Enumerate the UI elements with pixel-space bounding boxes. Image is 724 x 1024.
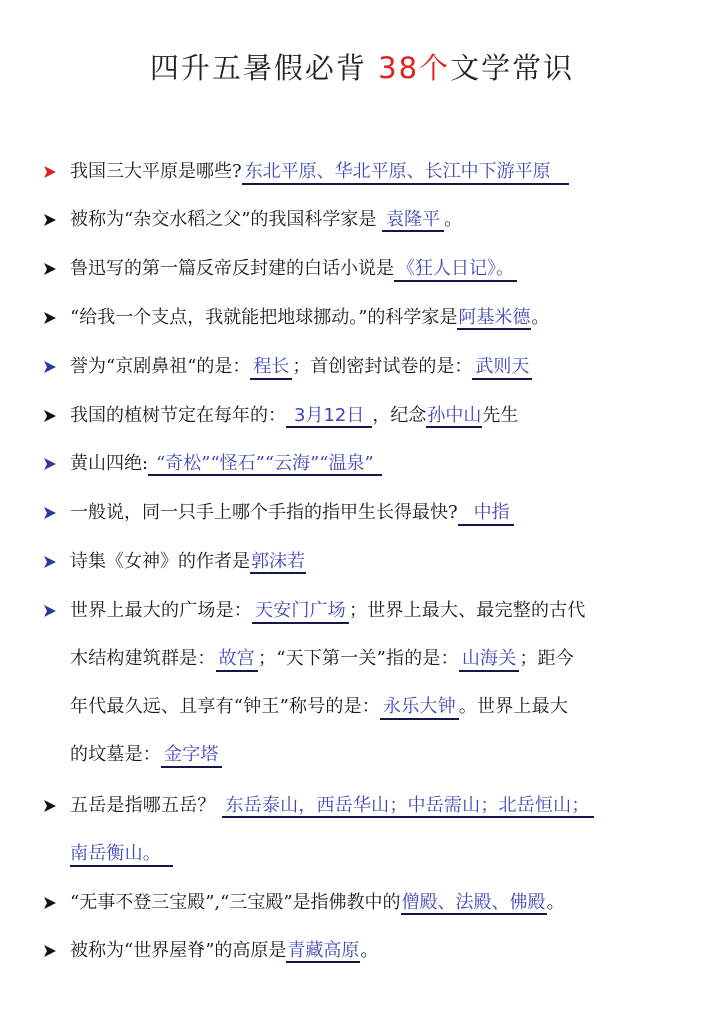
question-text: ；首创密封试卷的是： xyxy=(292,356,473,377)
question-text: 鲁迅写的第一篇反帝反封建的白话小说是 xyxy=(70,258,394,279)
answer-text: 中指 xyxy=(458,502,514,526)
arrow-bullet-icon xyxy=(40,587,60,635)
question-text: 黄山四绝: xyxy=(70,453,149,474)
answer-text: 东岳泰山，西岳华山；中岳需山；北岳恒山； xyxy=(222,795,594,818)
arrow-bullet-icon xyxy=(40,196,60,244)
question-text: 我国的植树节定在每年的： xyxy=(70,405,286,426)
sentence-end: 。 xyxy=(360,940,379,961)
arrow-bullet-icon xyxy=(40,245,60,293)
list-item xyxy=(40,245,690,293)
question-text: 一般说，同一只手上哪个手指的指甲生长得最快? xyxy=(70,502,458,523)
question-text: ；距今 xyxy=(519,648,575,669)
list-item xyxy=(40,927,690,975)
list-item xyxy=(40,294,690,342)
sentence-end: 。 xyxy=(546,892,565,913)
question-text: 的坟墓是： xyxy=(70,744,161,765)
question-text: 被称为“杂交水稻之父”的我国科学家是 xyxy=(70,209,377,230)
answer-text: 东北平原、华北平原、长江中下游平原 xyxy=(242,161,569,185)
answer-text: “奇松”“怪石”“云海”“温泉” xyxy=(148,453,382,476)
title-prefix: 四升五暑假必背 xyxy=(149,51,367,85)
title-highlight: 38个 xyxy=(378,51,451,85)
list-item xyxy=(40,392,690,440)
list-item xyxy=(40,782,690,880)
answer-text: 僧殿、法殿、佛殿 xyxy=(401,892,546,913)
list-item xyxy=(40,196,690,244)
list-item xyxy=(40,148,690,196)
sentence-end: 。 xyxy=(531,307,550,328)
answer-text: 袁隆平 xyxy=(382,209,444,232)
answer-text: 青藏高原 xyxy=(287,940,360,961)
arrow-bullet-icon xyxy=(40,392,60,440)
answer-text: 永乐大钟 xyxy=(380,696,459,720)
arrow-bullet-icon xyxy=(40,782,60,830)
sentence-end: 。 xyxy=(444,209,463,230)
answer-text: 《狂人日记》。 xyxy=(394,258,517,282)
page-title xyxy=(0,46,724,87)
answer-text: 金字塔 xyxy=(161,744,222,768)
question-text: 。世界上最大 xyxy=(458,696,569,717)
question-text: 被称为“世界屋脊”的高原是 xyxy=(70,940,287,961)
arrow-bullet-icon xyxy=(40,440,60,488)
arrow-bullet-icon xyxy=(40,148,60,196)
question-text: ；世界上最大、最完整的古代 xyxy=(349,600,586,621)
answer-text: 天安门广场 xyxy=(252,600,349,624)
answer-text: 阿基米德 xyxy=(458,307,531,328)
answer-text: 3月12日 xyxy=(286,405,372,428)
arrow-bullet-icon xyxy=(40,538,60,586)
answer-text: 郭沫若 xyxy=(251,551,305,572)
title-suffix: 文学常识 xyxy=(450,51,575,85)
arrow-bullet-icon xyxy=(40,343,60,391)
question-text: 诗集《女神》的作者是 xyxy=(70,551,250,572)
question-text: “给我一个支点，我就能把地球挪动。”的科学家是 xyxy=(70,307,458,328)
answer-text: 孙中山 xyxy=(427,405,482,426)
list-item xyxy=(40,879,690,927)
question-text: 誉为“京剧鼻祖“的是： xyxy=(70,356,251,377)
answer-text: 武则天 xyxy=(472,356,532,380)
list-item xyxy=(40,538,690,586)
answer-text: 程长 xyxy=(250,356,292,380)
arrow-bullet-icon xyxy=(40,927,60,975)
answer-text: 山海关 xyxy=(459,648,520,672)
question-text: ；“天下第一关”指的是： xyxy=(258,648,459,669)
list-item xyxy=(40,343,690,391)
question-text: 年代最久远、且享有“钟王”称号的是： xyxy=(70,696,381,717)
answer-text: 故宫 xyxy=(216,648,258,672)
answer-text: 南岳衡山。 xyxy=(70,843,173,867)
list-item xyxy=(40,489,690,537)
question-text: “无事不登三宝殿”,“三宝殿”是指佛教中的 xyxy=(70,892,401,913)
list-item xyxy=(40,440,690,488)
question-text: 我国三大平原是哪些? xyxy=(70,161,242,182)
question-text: 木结构建筑群是： xyxy=(70,648,216,669)
arrow-bullet-icon xyxy=(40,879,60,927)
question-text: 五岳是指哪五岳？ xyxy=(70,795,216,816)
question-text: 世界上最大的广场是： xyxy=(70,600,252,621)
arrow-bullet-icon xyxy=(40,489,60,537)
sentence-end: 先生 xyxy=(482,405,519,426)
question-text: ，纪念 xyxy=(372,405,427,426)
list-item xyxy=(40,587,690,783)
arrow-bullet-icon xyxy=(40,294,60,342)
